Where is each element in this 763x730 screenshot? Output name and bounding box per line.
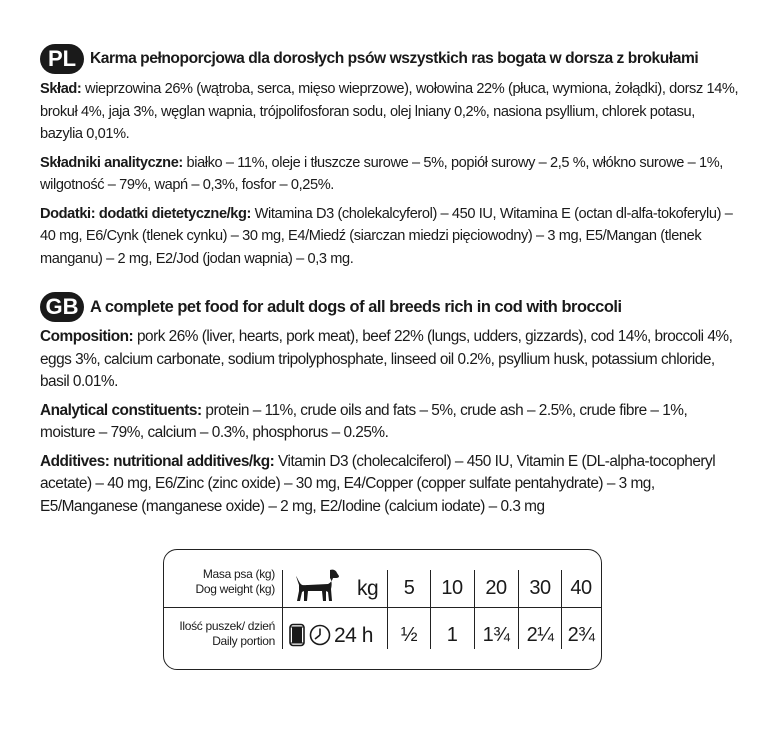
portion-unit: 24 h (334, 624, 373, 647)
weight-value: 20 (485, 577, 507, 599)
pl-section (40, 42, 740, 276)
portion-label-pl: Ilość puszek/ dzień (179, 619, 275, 633)
weight-value: 5 (403, 577, 415, 599)
pl-additives-text: Witamina D3 (cholekalcyferol) – 450 IU, Witamina E (octan dl-alfa-tokoferylu) – 40 mg, E6/Cynk (tlenek cynku) – 30 mg, E4/Miedź (siarczan miedzi pięciowodny) – 3 mg, E5/Mangan (tlenek manganu) – 2 mg, E2/Jod (jodan wapnia) – 0,3 mg. (40, 205, 733, 267)
pl-title: Karma pełnoporcjowa dla dorosłych psów wszystkich ras bogata w dorsza z brokułami (90, 50, 699, 67)
gb-additives-text: Vitamin D3 (cholecalciferol) – 450 IU, Vitamin E (DL-alpha-tocopheryl acetate) – 40 mg, E6/Zinc (zinc oxide) – 30 mg, E4/Copper (copper sulfate pentahydrate) – 3 mg, E5/Manganese (manganese oxide) – 2 mg, E2/Iodine (calcium iodate) – 0.3 mg (40, 452, 716, 515)
gb-composition-text: pork 26% (liver, hearts, pork meat), beef 22% (lungs, udders, gizzards), cod 14%, broccoli 4%, eggs 3%, calcium carbonate, sodium tripolyphosphate, linseed oil 0.2%, psyllium husk, potassium chloride, basil 0.01%. (40, 328, 733, 390)
portion-label-en: Daily portion (212, 634, 275, 648)
weight-value: 30 (529, 577, 551, 599)
gb-language-badge: GB (40, 292, 84, 322)
gb-additives-label: Additives: nutritional additives/kg: (40, 452, 275, 470)
gb-additives (40, 451, 740, 519)
clock-icon (309, 624, 331, 646)
gb-title: A complete pet food for adult dogs of all breeds rich in cod with broccoli (90, 297, 622, 316)
gb-analytical-text: protein – 11%, crude oils and fats – 5%, crude ash – 2.5%, crude fibre – 1%, moisture – 79%, calcium – 0.3%, phosphorus – 0.25%. (40, 401, 688, 441)
dosage-col-divider (387, 570, 388, 649)
gb-heading (40, 290, 740, 324)
pl-language-badge: PL (40, 44, 84, 74)
pl-additives-label: Dodatki: dodatki dietetyczne/kg: (40, 205, 252, 222)
dosage-col-divider (282, 570, 283, 649)
pl-additives (40, 203, 740, 271)
weight-value: 40 (570, 577, 592, 599)
portion-value: 1¾ (482, 624, 510, 646)
portion-value: 2¾ (567, 624, 595, 646)
pl-analytical (40, 152, 740, 197)
weight-label-pl: Masa psa (kg) (202, 567, 275, 581)
dosage-col-divider (430, 570, 431, 649)
pl-analytical-label: Składniki analityczne: (40, 154, 183, 171)
weight-value: 10 (441, 577, 463, 599)
pl-composition (40, 78, 740, 146)
portion-value: 2¼ (526, 624, 554, 646)
gb-section (40, 290, 740, 524)
pl-composition-label: Skład: (40, 81, 82, 97)
dosage-table (163, 549, 602, 670)
gb-composition-label: Composition: (40, 328, 134, 345)
pl-heading (40, 42, 740, 76)
dosage-row-divider (164, 607, 601, 608)
dosage-col-divider (518, 570, 519, 649)
can-icon (288, 623, 306, 647)
gb-composition (40, 326, 740, 394)
pl-analytical-text: białko – 11%, oleje i tłuszcze surowe – 5%, popiół surowy – 2,5 %, włókno surowe – 1%, wilgotność – 79%, wapń – 0,3%, fosfor – 0,25%. (40, 154, 723, 193)
gb-analytical (40, 400, 740, 445)
gb-analytical-label: Analytical constituents: (40, 401, 202, 419)
weight-unit: kg (357, 577, 379, 600)
weight-label (195, 567, 275, 597)
dog-icon (293, 567, 341, 605)
portion-value: 1 (446, 624, 458, 646)
weight-label-en: Dog weight (kg) (195, 582, 275, 596)
portion-value: ½ (400, 624, 418, 646)
dosage-col-divider (474, 570, 475, 649)
portion-label (179, 619, 275, 649)
pl-composition-text: wieprzowina 26% (wątroba, serca, mięso wieprzowe), wołowina 22% (płuca, wymiona, żołądki), dorsz 14%, brokuł 4%, jaja 3%, węglan wapnia, trójpolifosforan sodu, olej lniany 0,2%, nasiona psyllium, chlorek potasu, bazylia 0,01%. (40, 81, 739, 142)
